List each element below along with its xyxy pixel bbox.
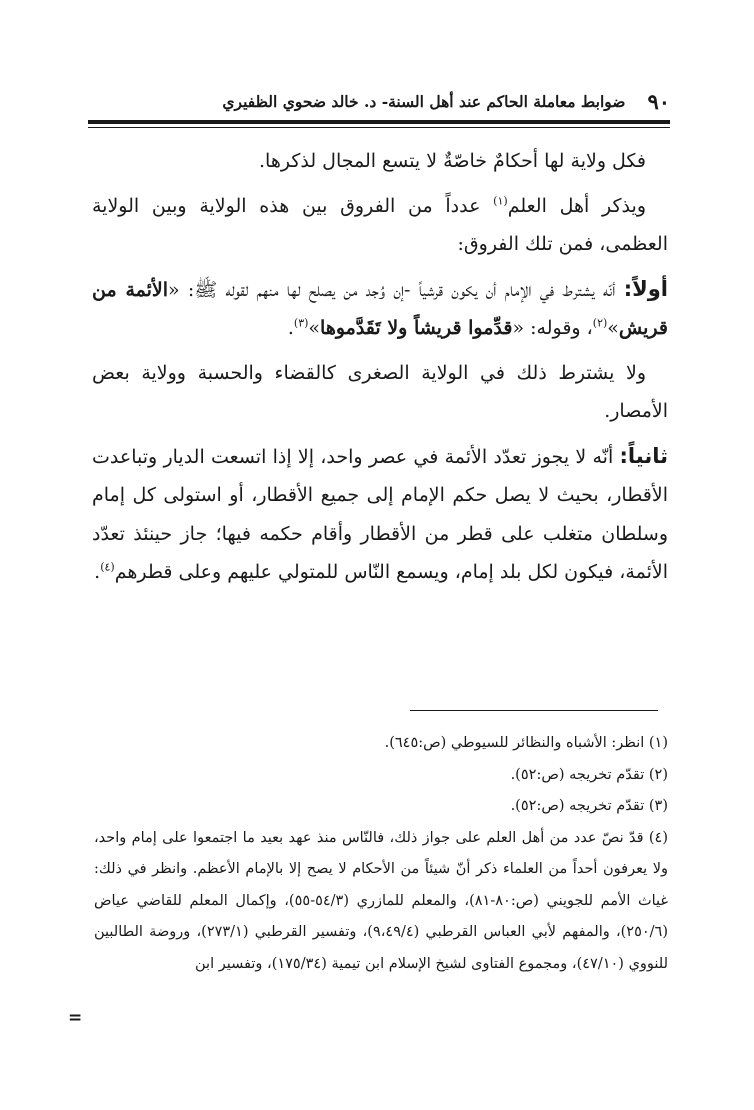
footnote: (١) انظر: الأشباه والنظائر للسيوطي (ص:٦٤٥). <box>384 735 668 751</box>
footnote-ref: (٢) <box>592 316 608 330</box>
quote-mark: » <box>308 317 321 339</box>
header-rule-thick <box>88 120 670 124</box>
continuation-mark: = <box>68 1008 83 1028</box>
paragraph-text: . <box>94 561 101 583</box>
footnote: (٤) قدّ نصّ عدد من أهل العلم على جواز ذلك، فالنّاس منذ عهد بعيد ما اجتمعوا على إمام واحد، ولا يعرفون أحداً من العلماء ذكر أنّ شيئاً من الأحكام لا يصح إلا بالإمام الأعظم. وانظر في ذلك: غياث الأمم للجويني (ص:٨٠-٨١)، والمعلم للمازري (٥٤/٣-٥٥)، وإكمال المعلم للقاضي عياض (٢٥٠/٦)، والمفهم لأبي العباس القرطبي (٩،٤٩/٤)، وتفسير القرطبي (٢٧٣/١)، وروضة الطالبين للنووي (٤٧/١٠)، ومجموع الفتاوى لشيخ الإسلام ابن تيمية (١٧٥/٣٤)، وتفسير ابن <box>94 829 668 972</box>
paragraph-text: أنّه يشترط في الإمام أن يكون قرشياً -إن وُجد من يصلح لها منهم لقوله ﷺ: « <box>168 278 624 301</box>
paragraph-text: ويذكر أهل العلم <box>507 194 646 217</box>
paragraph-text: ، وقوله: « <box>512 317 593 339</box>
paragraph-text: أنّه لا يجوز تعدّد الأئمة في عصر واحد، إلا إذا اتسعت الديار وتباعدت الأقطار، بحيث لا يصل حكم الإمام إلى جميع الأقطار، أو استولى كل إمام وسلطان متغلب على قطر من الأقطار وأقام حكمه فيها؛ جاز حينئذ تعدّد الأئمة، فيكون لكل بلد إمام، ويسمع النّاس للمتولي عليهم وعلى قطرهم <box>92 445 668 583</box>
hadith-quote: قدِّموا قريشاً ولا تَقَدَّموها <box>320 317 513 339</box>
main-text <box>92 142 668 598</box>
page-header <box>88 86 670 116</box>
running-title: ضوابط معاملة الحاكم عند أهل السنة- د. خالد ضحوي الظفيري <box>222 91 626 111</box>
hadith-quote: الأئمة من قريش <box>92 278 668 339</box>
paragraph-text: عدداً من الفروق بين هذه الولاية وبين الولاية العظمى، فمن تلك الفروق: <box>92 194 668 255</box>
header-rule-thin <box>88 127 670 128</box>
paragraph-text: ولا يشترط ذلك في الولاية الصغرى كالقضاء والحسبة وولاية بعض الأمصار. <box>92 361 668 422</box>
quote-mark: » <box>607 317 619 339</box>
paragraph-text: فكل ولاية لها أحكامٌ خاصّةٌ لا يتسع المجال لذكرها. <box>259 150 646 172</box>
paragraph-text: . <box>287 317 294 339</box>
footnotes <box>94 728 668 980</box>
paragraph-second-point <box>92 437 668 592</box>
paragraph <box>92 187 668 264</box>
page-number: ٩٠ <box>647 88 670 114</box>
footnote-ref: (١) <box>493 194 508 208</box>
footnote: (٣) تقدّم تخريجه (ص:٥٢). <box>510 798 668 814</box>
paragraph <box>92 354 668 431</box>
paragraph-first-point <box>92 270 668 348</box>
point-heading: أولاً: <box>623 276 668 301</box>
footnote-ref: (٤) <box>100 560 115 574</box>
point-heading: ثانياً: <box>619 443 669 468</box>
footnote: (٢) تقدّم تخريجه (ص:٥٢). <box>510 766 668 783</box>
paragraph <box>92 142 668 181</box>
footnote-ref: (٣) <box>293 316 309 330</box>
footnote-separator <box>410 710 658 711</box>
